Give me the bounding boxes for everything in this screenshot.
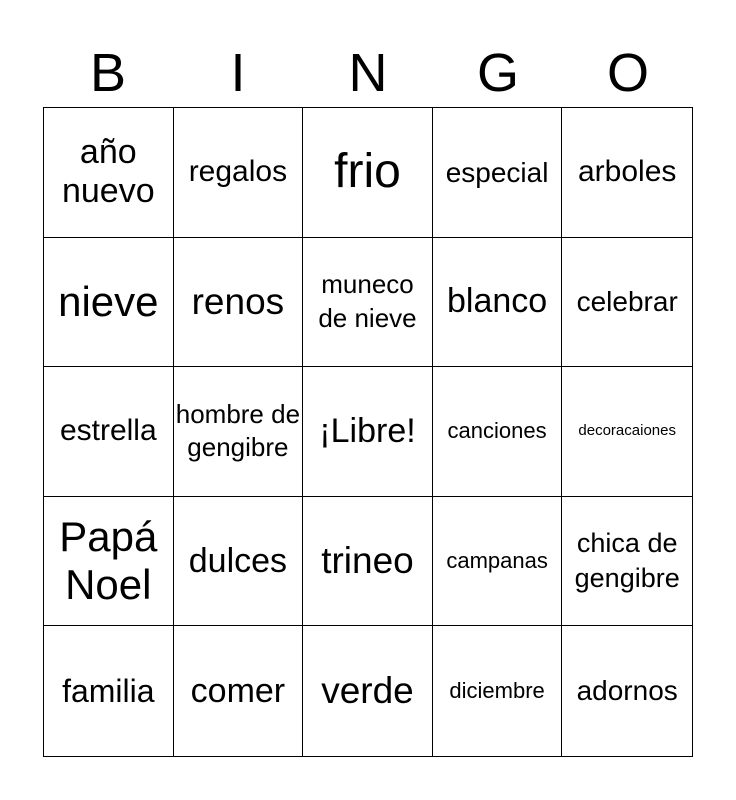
bingo-cell-r3-c1[interactable]	[44, 367, 174, 497]
bingo-cell-r4-c1[interactable]	[44, 497, 174, 627]
bingo-cell-r1-c2[interactable]	[174, 108, 304, 238]
bingo-cell-label: renos	[191, 280, 285, 322]
bingo-cell-label: frio	[334, 145, 401, 199]
bingo-cell-label: familia	[62, 672, 155, 709]
bingo-cell-r4-c4[interactable]	[433, 497, 563, 627]
bingo-cell-r3-c5[interactable]	[562, 367, 692, 497]
bingo-cell-r3-c3[interactable]	[303, 367, 433, 497]
bingo-cell-r1-c1[interactable]	[44, 108, 174, 238]
header-letter-b: B	[89, 43, 127, 103]
bingo-board	[43, 107, 693, 757]
bingo-cell-r1-c5[interactable]	[562, 108, 692, 238]
bingo-cell-r3-c4[interactable]	[433, 367, 563, 497]
bingo-cell-label: estrella	[59, 414, 157, 448]
bingo-cell-label: trineo	[321, 539, 414, 581]
bingo-cell-r5-c4[interactable]	[433, 626, 563, 756]
bingo-cell-r2-c5[interactable]	[562, 238, 692, 368]
bingo-cell-label: chica de gengibre	[574, 528, 680, 594]
bingo-cell-r4-c2[interactable]	[174, 497, 304, 627]
header-letter-n: N	[348, 43, 388, 103]
bingo-cell-label: adornos	[576, 675, 678, 707]
bingo-cell-r1-c3[interactable]	[303, 108, 433, 238]
bingo-cell-r5-c5[interactable]	[562, 626, 692, 756]
bingo-cell-r2-c4[interactable]	[433, 238, 563, 368]
bingo-cell-r5-c1[interactable]	[44, 626, 174, 756]
header-letter-g: G	[476, 43, 519, 103]
bingo-cell-label: verde	[321, 669, 414, 711]
bingo-header	[43, 40, 693, 106]
bingo-cell-r4-c5[interactable]	[562, 497, 692, 627]
bingo-cell-label: campanas	[446, 547, 548, 573]
bingo-cell-label: hombre de gengibre	[175, 398, 301, 463]
bingo-cell-label: Papá Noel	[59, 512, 158, 609]
bingo-cell-r5-c2[interactable]	[174, 626, 304, 756]
bingo-cell-label: blanco	[446, 282, 548, 321]
bingo-cell-label: muneco de nieve	[318, 269, 417, 333]
bingo-cell-r2-c3[interactable]	[303, 238, 433, 368]
bingo-cell-r5-c3[interactable]	[303, 626, 433, 756]
bingo-cell-label: arboles	[577, 155, 677, 189]
bingo-cell-label: diciembre	[449, 678, 545, 703]
bingo-cell-label: decoracaiones	[578, 422, 676, 440]
bingo-cell-label: año nuevo	[61, 133, 155, 211]
bingo-cell-label: celebrar	[576, 286, 678, 318]
bingo-cell-label: nieve	[58, 277, 159, 325]
bingo-cell-r2-c2[interactable]	[174, 238, 304, 368]
bingo-cell-label: comer	[190, 671, 286, 710]
bingo-cell-label: canciones	[447, 418, 547, 444]
bingo-cell-label: regalos	[188, 155, 288, 189]
bingo-cell-label: dulces	[188, 541, 288, 580]
bingo-cell-label: especial	[445, 156, 549, 188]
bingo-cell-r4-c3[interactable]	[303, 497, 433, 627]
bingo-cell-label: ¡Libre!	[319, 411, 416, 450]
bingo-cell-r2-c1[interactable]	[44, 238, 174, 368]
bingo-cell-r1-c4[interactable]	[433, 108, 563, 238]
header-letter-o: O	[606, 43, 649, 103]
bingo-cell-r3-c2[interactable]	[174, 367, 304, 497]
header-letter-i: I	[230, 43, 246, 103]
